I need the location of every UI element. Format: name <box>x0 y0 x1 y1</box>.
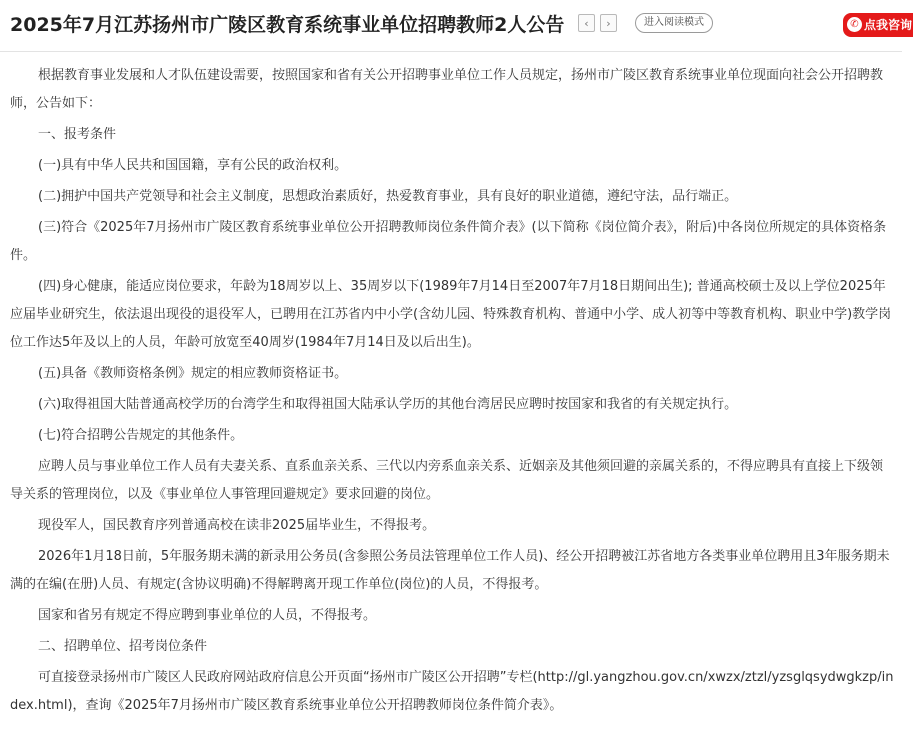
paragraph: (七)符合招聘公告规定的其他条件。 <box>38 428 244 443</box>
page-header <box>0 0 913 52</box>
section-heading: 二、招聘单位、招考岗位条件 <box>38 639 208 654</box>
next-article-button[interactable] <box>600 14 617 32</box>
paragraph: 现役军人，国民教育序列普通高校在读非2025届毕业生，不得报考。 <box>38 518 436 533</box>
paragraph: (六)取得祖国大陆普通高校学历的台湾学生和取得祖国大陆承认学历的其他台湾居民应聘时按国家和我省的有关规定执行。 <box>38 397 738 412</box>
reader-mode-button[interactable]: 进入阅读模式 <box>635 13 713 33</box>
page-title: 2025年7月江苏扬州市广陵区教育系统事业单位招聘教师2人公告 <box>10 14 565 36</box>
consult-label: 点我咨询 <box>864 18 913 32</box>
paragraph: 国家和省另有规定不得应聘到事业单位的人员，不得报考。 <box>38 608 377 623</box>
paragraph: 2026年1月18日前，5年服务期未满的新录用公务员(含参照公务员法管理单位工作人员)、经公开招聘被江苏省地方各类事业单位聘用且3年服务期未满的在编(在册)人员、有规定(含协议明确)不得解聘离开现工作单位(岗位)的人员，不得报考。 <box>10 549 890 592</box>
chevron-left-icon: ‹ <box>584 16 589 30</box>
paragraph: 根据教育事业发展和人才队伍建设需要，按照国家和省有关公开招聘事业单位工作人员规定，扬州市广陵区教育系统事业单位现面向社会公开招聘教师，公告如下： <box>10 68 884 111</box>
paragraph: 可直接登录扬州市广陵区人民政府网站政府信息公开页面“扬州市广陵区公开招聘”专栏(http://gl.yangzhou.gov.cn/xwzx/ztzl/yzsglqsydwgkzp/index.html)，查询《2025年7月扬州市广陵区教育系统事业单位公开招聘教师岗位条件简介表》。 <box>10 670 894 713</box>
paragraph: 应聘人员与事业单位工作人员有夫妻关系、直系血亲关系、三代以内旁系血亲关系、近姻亲及其他须回避的亲属关系的，不得应聘具有直接上下级领导关系的管理岗位，以及《事业单位人事管理回避规定》要求回避的岗位。 <box>10 459 884 502</box>
paragraph: (二)拥护中国共产党领导和社会主义制度，思想政治素质好，热爱教育事业，具有良好的职业道德，遵纪守法，品行端正。 <box>38 189 738 204</box>
paragraph: (四)身心健康，能适应岗位要求，年龄为18周岁以上、35周岁以下(1989年7月14日至2007年7月18日期间出生); 普通高校硕士及以上学位2025年应届毕业研究生，依法退出现役的退役军人，已聘用在江苏省内中小学(含幼儿园、特殊教育机构、普通中小学、成人初等中等教育机构、职业中学)教学岗位工作达5年及以上的人员，年龄可放宽至40周岁(1984年7月14日及以后出生)。 <box>10 279 892 350</box>
paragraph: (一)具有中华人民共和国国籍，享有公民的政治权利。 <box>38 158 348 173</box>
paragraph: (五)具备《教师资格条例》规定的相应教师资格证书。 <box>38 366 348 381</box>
paragraph: (三)符合《2025年7月扬州市广陵区教育系统事业单位公开招聘教师岗位条件简介表》(以下简称《岗位简介表》，附后)中各岗位所规定的具体资格条件。 <box>10 220 887 263</box>
previous-article-button[interactable] <box>578 14 595 32</box>
article-body <box>10 62 894 723</box>
section-heading: 一、报考条件 <box>38 127 117 142</box>
chevron-right-icon: › <box>606 16 611 30</box>
chat-icon: ✆ <box>847 17 862 32</box>
consult-button[interactable] <box>843 13 913 37</box>
